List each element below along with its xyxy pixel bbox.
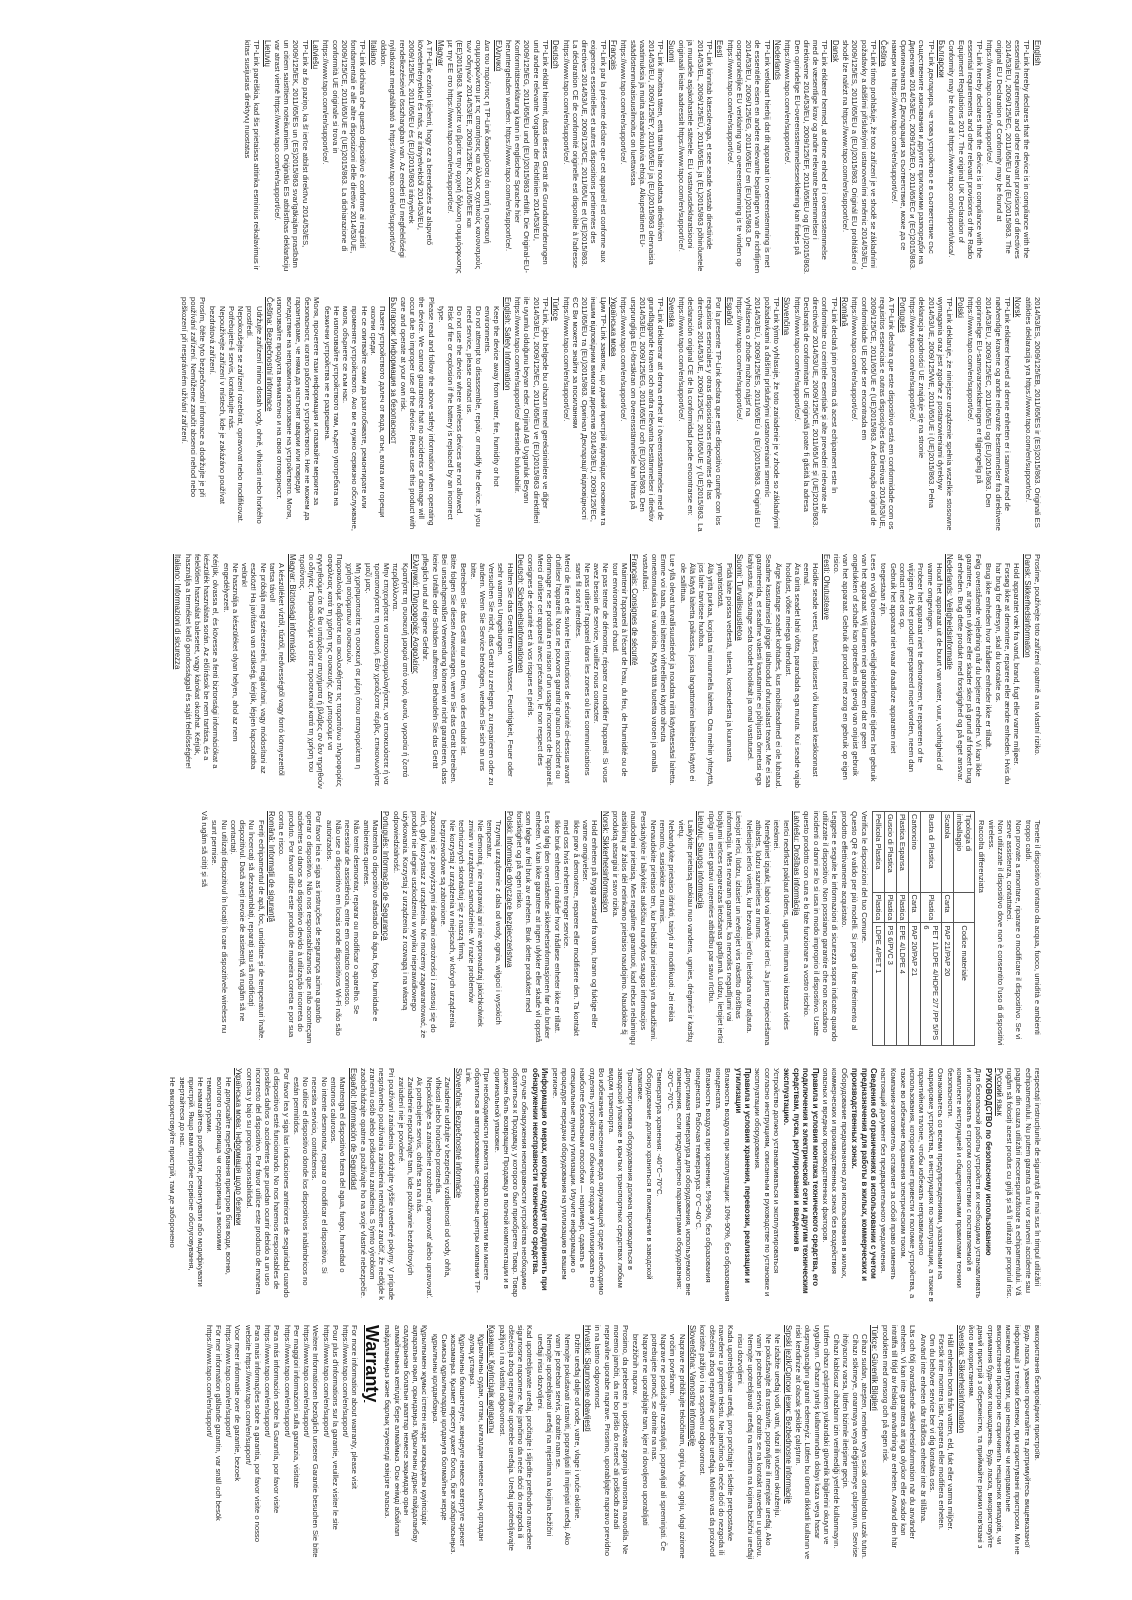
bullet-item: • Nie demontuj, nie naprawiaj ani nie wprowadzaj jakichkolwiek zmian w urządzeniu samodzielnie. W razie problemów technicznych skontaktuj się z naszą firmą. [457, 820, 485, 1046]
bullet-item: • Сымсыз құрылғыларды қолдануға болмайтын жерде құрылғыны қолданбаңыз. [431, 1334, 450, 1560]
paragraph: Følg ovenstående vejledning når du betjener enheden. Vi kan ikke garantere, at ingen ulykker eller skader sker på grund af forkert brug af enheden. Brug dette produkt med forsigtighed og på eget ansvar. [955, 554, 984, 784]
bold-heading: РУКОВОДСТВО по безопасному использованию [984, 1068, 994, 1256]
bullet-item: • Ne izlažite uređaj vodi, vatri, vlazi ili vrućem okruženju. [773, 1334, 782, 1560]
section-heading: Svenska: Säkerhetsinformation [957, 1325, 966, 1433]
paragraph: Prosím, čtěte tyto bezpečnostní informace a dodržujte je při používání zařízení. Nemůžeme zaručit absenci nehod nebo poškození při nesprávném užívání zařízení. [179, 297, 208, 498]
bullet-item: • Non utilizzate il dispositivo dove non è consentito l'uso di dispositivi wireless. [987, 820, 1006, 1046]
bullet-item: • Non provate a smontare, riparare o modificare il dispositivo. Se vi serve assistenza, contattateci. [1005, 820, 1024, 1046]
paragraph: Устройство должно устанавливаться и эксплуатироваться согласно инструкциям, описанным в руководстве по установке и эксплуатации оборудования. [753, 1068, 781, 1297]
bullet-item: • Não tente desmontar, reparar ou modificar o aparelho. Se necessitar de assistência, entre em contacto connosco. [343, 820, 362, 1046]
bullet-item: • A készüléket víztől, tűztől, nedvességtől vagy forró környezettől tartsa távol! [268, 563, 287, 789]
bullet-item: • Mantenha o dispositivo afastado da água, fogo, humidade e ambientes quentes. [361, 820, 380, 1046]
bullet-item: • Naprave ne poskušajte razstavljati, popravljati ali spreminjati. Če potrebujete pomoč, se obrnite na nas. [650, 1334, 669, 1560]
bullet-item: • Não use o dispositivo em locais onde dispositivos Wi-Fi não são autorizados. [324, 820, 343, 1046]
bullet-item: • Nie korzystaj z urządzenia w miejscach, w których urządzenia bezprzewodowe są zabronione. [439, 820, 458, 1046]
paragraph: TP-Link tímto prohlašuje, že toto zařízení je ve shodě se základními požadavky a dalšími příslušnými ustanoveními směrnic 2014/53/EU, 2009/125/ES, 2011/65/EU a (EU)2015/863. Originál EU prohlášení o shodě lze nalézt na https://www.tapo.com/en/support/ce/. [841, 40, 878, 271]
bullet-item: • Laikykite prietaisą atokiau nuo vandens, ugnies, drėgmės ir karštų vietų. [676, 820, 695, 1046]
paragraph: Por favor leia e siga as instruções de segurança acima quando operar o dispositivo. Não nos responsabilizamos que não aconteçam acidentes ou danos ao dispositivo devido à utilização incorreta do produto. Por favor utilize este produto de maneira correta e por sua conta e risco. [277, 811, 324, 1044]
bullet-item: • Құрылғыны бөлшектеуге, жөндеуге немесе өзгертуге әрекет жасамаңыз. Қызмет көрсету қажет болса, бізге хабарласыңыз. [449, 1334, 468, 1560]
bullet-list [210, 811, 266, 1046]
bullet-item: • Zariadenie nepoužívajte tam, kde používanie bezdrôtových zariadení nie je povolené. [397, 1077, 416, 1303]
bullet-item: • Do not use the device where wireless devices are not allowed. [455, 306, 464, 532]
table-row [885, 812, 897, 1046]
bullet-item: • Älä yritä purkaa, korjata tai muunnella laitetta. Ota meihin yhteyttä, jos laite tarvitsee huoltoa. [697, 563, 716, 789]
bullet-list [631, 1325, 687, 1560]
section-heading: Română [840, 297, 850, 327]
paragraph: Kad upotrebljavate uređaj, pročitajte i slijedite prethodno navedene sigurnosne napomene. Ne jamčimo da neće doći do nezgoda ili oštećenja zbog nepravilne upotrebe uređaja. Uređaj upotrebljavajte pažljivo i na vlastitu odgovornost. [497, 1325, 535, 1551]
bullet-list [736, 1325, 782, 1560]
section-heading: Suomi: Turvallisuustietoa [735, 554, 745, 641]
paragraph: TP-Link hereby declares that the device is in compliance with the essential requirements and other relevant provisions of the Radio Equipment Regulations 2017. The original UK Declaration of Conformity may be found at https://www.tapo.com/support/ukca/. [947, 40, 985, 260]
bullet-item: • Ne pas tenter de démonter, réparer ou modifier l'appareil. Si vous avez besoin de service, veuillez nous contacter. [592, 563, 611, 789]
bullet-item: • Ne pokušavajte da rastavite, popravljate ili menjate uređaj. Ako vam je potreban servis, obratite se na kontakt naveden u uputstvu. [755, 1334, 774, 1560]
bullet-list [744, 811, 790, 1046]
bullet-item: • Пазете устройството далеч от вода, огън, влага или горещи околни среди. [369, 306, 388, 532]
bullet-item: • Håll enheten borta från vatten, eld, fukt eller varma miljöer. [946, 1334, 955, 1560]
section-heading: Norsk: Sikkerhetsinformasjon [600, 811, 610, 913]
paragraph: TP-Link deklaruje, że niniejsze urządzenie spełnia wszelkie stosowne wymagania oraz jest zgodne z postanowieniami dyrektyw 2014/53/UE, 2009/125/WE, 2011/65/UE i (UE)2015/863. Pełna deklaracja zgodności UE znajduje się na stronie https://www.tapo.com/en/support/ce/. [908, 297, 955, 531]
section-heading: Русский язык [995, 1068, 1004, 1116]
paragraph: Құрылғымен жұмыс істеген кезде жоғарыдағы қауіпсіздік ақпаратын оқып, орындаңыз. Құрылғыны дұрыс пайдаланбау салдарынан болатын апаттар немесе зақымдар орын алмайтынына кепілдік бере алмаймыз. Осы өнімді абайлап пайдаланыңыз және барлық тәуекелді өзіңізге аласыз. [383, 1325, 430, 1543]
section-heading: Lietuvių [262, 40, 272, 67]
section-heading: Español [724, 297, 734, 326]
table-row [909, 812, 921, 1046]
table-cell: PET 1/LDPE 4/HDPE 2/7 /PP 5/PS 6 [921, 923, 942, 1046]
bullet-list [553, 811, 599, 1046]
bullet-item: • Nepoužívejte zařízení v místech, kde je zakázáno používat bezdrátová zařízení. [208, 306, 227, 532]
bullet-item: • Ierīci nedrīkst pakļaut ūdens, uguns, mitruma vai karstas vides ietekmei. [772, 820, 791, 1046]
bullet-list [984, 554, 1021, 789]
table-cell: PS 6/PVC 3 [885, 923, 897, 1046]
section-heading: Norsk [1013, 297, 1023, 318]
bullet-item: • Nenaudokite prietaiso ten, kur belaidžiai prietaisai yra draudžiami. [649, 820, 658, 1046]
paragraph: Παρακαλούμε διαβάστε και ακολουθήστε τις παραπάνω πληροφορίες ασφάλειας κατά τη χρήση της συσκευής. Δεν μπορούμε να εγγυηθούμε ότι δε θα υπάρξουν ατυχήματα ή βλάβες αν δεν τηρηθούν οι οδηγίες. Παρακαλούμε να είστε προσεκτικοί κατά τη χρήση του προϊόντος. [298, 554, 344, 789]
bullet-item: • Nebandykite prietaiso išrinkti, taisyti ar modifikuoti. Jei reikia remonto, susisiekite su mumis. [658, 820, 677, 1046]
bullet-item: • Hold apparatet væk fra vand, brand, fugt eller varme miljøer. [1012, 563, 1021, 789]
bullet-item: • Forsøg ikke at demontere, reparere eller ændre enheden. Hvis du har brug for eftersyn, skal du kontakte os. [994, 563, 1013, 789]
bullet-item: • Cihazı sudan, ateşten, nemden veya sıcak ortamlardan uzak tutun. [860, 1334, 869, 1560]
table-cell: Busta di Plastica [921, 812, 942, 893]
bullet-item: • Do not attempt to disassemble, repair, or modify the device. If you need service, please contact us. [465, 306, 484, 532]
paragraph: Questo QR è valido per più modelli. Si prega di fare riferimento al prodotto effettivamente acquistato. [840, 811, 859, 1031]
paragraph: Lue yllä olevat turvallisuustiedot ja noudata niitä käyttäessäsi laitetta. Emme voi taata, ettei laitteen virheellinen käyttö aiheuta onnettomuuksia tai vaurioita. Käytä tätä tuotetta varoen ja omalla vastuullasi. [640, 554, 678, 786]
bullet-list [431, 1325, 487, 1560]
bullet-list [832, 1325, 869, 1560]
bullet-item: • Nemojte upotrebljavati uređaj na mjestima na kojima bežični uređaji nisu dozvoljeni. [536, 1334, 555, 1560]
section-heading: Slovenčina: Bezpečnostné informácie [453, 1068, 463, 1199]
paragraph: Läs och följ ovanstående säkerhetsinformation när du använder enheten. Vi kan inte garantera att inga olyckor eller skador kan inträffa till följd av felaktig användning av enheten. Använd den här produkten med omsorg och på egen risk. [880, 1325, 918, 1549]
bullet-item: • Pidä laite poissa vedestä, tulesta, kosteudesta ja kuumasta ympäristöstä. [716, 563, 735, 789]
paragraph: Lütfen cihazı çalıştırırken yukarıdaki güvenlik bilgilerini okuyun ve uygulayın. Cihazın yanlış kullanımından dolayı kaza veya hasar oluşmayacağını garanti edemeyiz. Lütfen bu ürünü dikkatli kullanın ve riski kendinize ait olacak şekilde çalıştırın. [794, 1325, 831, 1560]
table-cell: Plastica [897, 892, 909, 923]
bullet-list [459, 554, 515, 789]
table-header-cell [954, 892, 975, 923]
paragraph: TP-Link pareiškia, kad šis prietaisas atitinka esminius reikalavimus ir kitas susijusias direktyvų nuostatas [243, 40, 262, 271]
section-heading: Polski [955, 297, 965, 318]
section-heading: Hrvatski: Sigurnosne obavijesti [583, 1325, 593, 1432]
bullet-item: • Nemojte pokušavati rastaviti, popravljati ili mijenjati uređaj. Ako vam je potreban servis, obratite nam se. [554, 1334, 573, 1560]
bullet-list [345, 554, 410, 789]
bullet-list [324, 811, 380, 1046]
bullet-item: • Naprave ne uporabljajte tam, kjer ni dovoljeno uporabljati brezžičnih naprav. [631, 1334, 650, 1560]
paragraph: Lietojot ierīci, lūdzu, izlasiet un ievērojiet virs rakstīto drošības informāciju. Mēs nevaram garantēt, ka nenotiks negadījumi vai bojājumi ierīces nepareizas lietošanas gadījumā. Lūdzu, lietojiet ierīci rūpīgi un esiet gatavi uzņemties atbildību par savu rīcību. [706, 811, 744, 1044]
section-heading: Français [609, 40, 619, 70]
text-column-1 [50, 40, 1042, 275]
bullet-item: • Μη χρησιμοποιείτε τη συσκευή σε μέρη όπου απαγορεύεται η χρήση ασύρματων συσκευών. [345, 563, 364, 789]
table-cell: Plastica Espansa [897, 812, 909, 893]
paragraph: Моля, прочетете тази информация и спазвайте мерките за безопасност, когато работите с устройството. Ние не можем да гарантираме, че няма да настъпят аварии или повреди вследствие на неправилно използване на устройството. Моля, използвайте продукта внимателно и на своя отговорност. [275, 297, 322, 521]
section-heading: Slovenščina: Varnostne informacije [688, 1325, 698, 1447]
paragraph: Транспортировка оборудования должна производиться в заводской упаковке в крытых транспортных средствах любым видом транспорта. [607, 1068, 635, 1288]
table-cell: Plastica [872, 892, 884, 923]
table-cell: Pellicola Plastica [872, 812, 884, 893]
section-heading: Svenska [667, 297, 676, 327]
bullet-item: • Älä käytä laitetta paikassa, jossa langattomien laitteiden käyttö ei ole sallittua. [679, 563, 698, 789]
bullet-item: • Құрылғыны судан, оттан, ылғалдан немесе ыстық ортадан аулақ ұстаңыз. [468, 1334, 487, 1560]
bullet-item: • Maintenir l'appareil à l'écart de l'eau, du feu, de l'humidité ou de tout environnement chaud. [611, 563, 630, 789]
paragraph: Para mais informações sobre a garantia, por favor visite o nosso website https://www.tapo.com/en/support/ [243, 1325, 262, 1542]
table-cell: PAP 20/PAP 21 [909, 923, 921, 1046]
section-heading: Ελληνικά: Πληροφορίες Ασφαλείας [411, 554, 421, 674]
paragraph: TP-Link deklarerar att denna enhet är i överensstämmelse med de grundläggande kraven och andra relevanta bestämmelser i direktiv 2014/53/EU, 2009/125/EG, 2011/65/EU och (EU)2015/863. Den ursprungliga EU-försäkran om överensstämmelse kan hittas på https://www.tapo.com/en/support/ce/. [619, 297, 666, 522]
bold-heading: Правила и условия монтажа технического средства, его подключения к электрической сети и другим техническим средствам, пуска, регулирования и введения в эксплуатацию. [782, 1068, 820, 1294]
bold-heading: Сведения об ограничениях в использовании с учетом предназначения для работы в жилых, коммерческих и производственных зонах. [850, 1068, 879, 1281]
bullet-list [879, 554, 944, 789]
bullet-item: • Ikke bruk enheten i områder hvor trådløse enheter ikke er tillatt. [553, 820, 562, 1046]
paragraph: Влажность воздуха при эксплуатации: 10%-90%, без образования конденсата. [714, 1068, 733, 1302]
bullet-list [397, 1068, 453, 1303]
section-heading: Dansk [831, 40, 840, 63]
paragraph: Per maggiori informazioni sulla garanzia, visitate https://www.tapo.com/en/support/ [282, 1325, 301, 1488]
bullet-item: • Не використовуйте пристрій, там де заборонено [168, 1077, 177, 1303]
paragraph: 2014/53/ES, 2009/125/EB, 2011/65/ES ir (ES)2015/863. Originali ES atitikties deklaracija yra https://www.tapo.com/en/support/ce/. [1023, 297, 1042, 528]
paragraph: При необходимости ремонта товара по гарантии вы можете обратиться в авторизованные сервисные центры компании TP-Link. [464, 1068, 492, 1293]
section-heading: Español: Información de Seguridad [348, 1068, 358, 1190]
paragraph: A TP-Link ezúton kijelenti, hogy ez a berendezés az alapvető követelményekkel és más, az irányelvekből 2014/53/EU, 2009/125/EK, 2011/65/EU és (EU)2015/863 irányelvek rendelkezéseivel összhangban van. Az eredeti EU megfelelőségi nyilatkozat megtalálható a https://www.tapo.com/en/support/ce/ oldalon. [379, 40, 435, 258]
paragraph: Оборудование должно храниться в помещении в заводской упаковке. [636, 1068, 655, 1280]
paragraph: TP-Link erklärt hiermit, dass dieses Gerät die Grundanforderungen und andere relevante Vorgaben der Richtlinien 2014/53/EU, 2009/125/EG, 2011/65/EU und (EU)2015/863 erfüllt. Die Original-EU-Konformitätserklärung kann in englischer Sprache hier heruntergeladen werden: https://www.tapo.com/en/support/ce/. [504, 40, 550, 273]
section-heading: Қазақша: Қауіпсіздік ақпараты [487, 1325, 497, 1434]
section-heading: Türkçe [551, 297, 561, 321]
bullet-item: • Не допускайте перебування пристрою біля води, вогню, вологого середовища чи середовища з високими температурами. [205, 1077, 233, 1303]
paragraph: TP-Link, işbu belgede bu cihazın temel gereksinimlere ve diğer 2014/53/EU, 2009/125/EC, 2011/65/EU ve (EU)2015/863 direktifleri ile uyumlu olduğunu beyan eder. Orijinal AB Uygunluk Beyanı https://www.tapo.com/en/support/ce/ adresinde bulunabilir. [513, 297, 550, 524]
section-heading: Slovenčina [782, 297, 792, 336]
table-header-cell: Codice materiale [954, 923, 975, 1046]
bullet-list [679, 554, 735, 789]
section-heading: Italiano: Informazioni di sicurezza [173, 554, 183, 670]
bullet-item: • Ne pas utiliser l'appareil dans les zones où les communications sans fil sont interdites. [574, 563, 593, 789]
section-heading: Dansk: Sikkerhedsinformation [1022, 554, 1032, 658]
bullet-item: • Försök inte montera isär, reparera eller modifiera enheten. [937, 1334, 946, 1560]
paragraph: TP-Link erklærer herved at denne enheten er i samsvar med de nødvendige kravene og andre relevante bestemmelser fra direktivene 2014/53/EU, 2009/125/EC, 2011/65/EU og (EU)2015/863. Den opprinnelige EU-samsvarserklæringen er tilgjengelig på https://www.tapo.com/en/support/ce/. [966, 297, 1012, 531]
paragraph: Kérjük, olvassa el, és kövesse a fenti biztonsági információkat a készülék használata során. Az előírások be nem tartása, és a felelőtlen használat balesetet, vagy károkat okozhat. Kérjük, használja a terméket kellő gondossággal és saját felelősségére! [183, 554, 221, 769]
bullet-item: • No utilice el dispositivo donde los dispositivos inalámbricos no están permitidos. [292, 1077, 311, 1303]
bullet-list [168, 1068, 233, 1303]
paragraph: Leggete e seguite le informazioni di sicurezza sopra indicate quando utilizzate il dispositivo. Non possiamo garantire che non accadano incidenti o danni se lo si usa in modo improprio il dispositivo. Usate questo prodotto con cura e lo fate funzionare a vostro rischio. [802, 811, 840, 1042]
section-heading: Türkçe: Güvenlik Bilgileri [870, 1325, 880, 1411]
section-heading: Eesti: Ohutusteave [822, 554, 831, 620]
paragraph: TP-Link ar šo paziņo, ka šī ierīce atbilst direktīvu 2014/53/ES, 2009/125/EK, 2011/65/ES un (ES)2015/863 svarīgākajām prasībām un citiem saistītiem noteikumiem. Oriģinālo ES atbilstības deklarāciju var atrast vietnē https://www.tapo.com/en/support/ce/. [273, 40, 310, 272]
paragraph: Zapoznaj się z powyższymi środkami ostrożności i zastosuj się do nich, gdy korzystasz z urządzenia. Nie możemy zagwarantować, że produkt nie ulegnie uszkodzeniu w wyniku nieprawidłowego użytkowania. Korzystaj z urządzenia z rozwagą i na własną odpowiedzialność. [391, 811, 438, 1039]
paragraph: В случае обнаружения неисправности устройства необходимо обратиться к Продавцу, у которого был приобретен Товар. Товар должен быть возвращен Продавцу в полной комплектации и в оригинальной упаковке. [492, 1068, 530, 1298]
table-cell: Guscio di Plastica [885, 812, 897, 893]
packaging-table [872, 811, 975, 1046]
table-cell: Scatola [942, 812, 954, 893]
paragraph: TP-Link par la présente déclare que cet appareil est conforme aux exigences essentielles et autres dispositions pertinentes des directives 2014/53/UE, 2009/125/CE, 2011/65/UE et (UE)2015/863. La déclaration CE de conformité originelle est disponible à l'adresse https://www.tapo.com/en/support/ce/. [561, 40, 608, 269]
table-row [942, 812, 954, 1046]
paragraph: Для безопасной работы устройств их необходимо устанавливать и использовать в строгом соответствии с поставляемой в комплекте инструкцией и общепринятыми правилами техники безопасности. [946, 1068, 983, 1299]
bullet-item: • Tenete il dispositivo lontano da acqua, fuoco, umidità e ambienti troppo caldi. [1024, 820, 1043, 1046]
warranty-heading: Warranty [362, 1325, 383, 1403]
section-heading: Magyar: Biztonsági információk [287, 554, 297, 663]
bullet-list [536, 1325, 582, 1560]
bullet-item: • Brug ikke enheden hvor trådløse enheder ikke er tilladt. [984, 563, 993, 789]
paragraph: Δια του παρόντος η TP-Link διακηρύσσει ότι αυτή η συσκευή συμμορφώνεται με τις απαιτήσεις και άλλους σχετικούς κανονισμούς των οδηγιών 2014/53/ΕΕ, 2009/125/ΕΚ, 2011/65/ΕΕ και (ΕΕ)2015/863. Μπορείτε να βρείτε την αρχική δήλωση συμμόρφωσης με την ΕΕ στο https://www.tapo.com/en/support/ce/. [446, 40, 493, 274]
bullet-item: • Nu încercați să dezasamblați, reparați sau să modificați dispozitivul. Dacă aveți nevoie de asistență, vă rugăm să ne contactați. [229, 820, 257, 1046]
section-heading: Nederlands [773, 40, 783, 80]
bullet-item: • Не използвайте устройството там, където употребата на безжични устройства не е разрешена. [323, 306, 342, 532]
bullet-item: • Κρατήστε τη συσκευή μακριά από νερό, φωτιά, υγρασία ή ζεστά περιβάλλοντα. [391, 563, 410, 789]
bullet-item: • Hoidke seade veest, tulest, niiskusest või kuumast keskkonnast eemal. [802, 563, 821, 789]
paragraph: Ознакомьтесь со всеми предупреждениями, указанными на маркировке устройства, в инструкциях по эксплуатации, а также в гарантийном талоне, чтобы избежать неправильного использования, которое может привести к поломке устройства, а также во избежание поражения электрическим током. [899, 1068, 945, 1302]
paragraph: Verifica le disposizioni del tuo Comune. [859, 811, 869, 944]
section-heading: Français: Consignes de sécurité [630, 554, 640, 666]
section-heading: Українська мова [609, 297, 619, 357]
bullet-list [649, 811, 695, 1046]
paragraph: Lees en volg bovenstaande veiligheidsinformatie tijdens het gebruik van het apparaat. Wij kunnen niet garanderen dat er geen ongelukken of schade kan optreden als gevolg van onjuist gebruik van het apparaat. Gebruik dit product met zorg en gebruik op eigen risico. [832, 554, 879, 782]
paragraph: Температура хранения: -40°C~70°C. [655, 1068, 665, 1197]
section-heading: Lietuvių: Saugos informacija [696, 811, 706, 909]
bullet-list [919, 1325, 956, 1560]
paragraph: TP-Link verklaart hierbij dat dit apparaat in overeenstemming is met de essentiële eisen en andere relevante bepalingen van de richtlijnen 2014/53/EU, 2009/125/EG, 2011/65/EU en (EU)2015/863. De oorspronkelijke EU verklaring van overeenstemming is te vinden op https://www.tapo.com/en/support/ce/. [725, 40, 772, 274]
paragraph: Vă rugăm să citiți și să [200, 811, 210, 887]
paragraph: TP-Link týmto vyhlasuje, že toto zariadenie je v zhode so základnými požiadavkami a ďalšími príslušnými ustanoveniami smerníc 2014/53/EÚ, 2009/125/ES, 2011/65/EÚ a (EÚ)2015/863. Originál EU vyhlásenia o zhode možno nájsť na https://www.tapo.com/en/support/ce/. [735, 297, 781, 529]
text-column-2 [50, 297, 1042, 532]
section-heading: Magyar [436, 40, 445, 66]
bullet-item: • Feriți echipamentul de apă, foc, umiditate și de temperaturi înalte. [256, 820, 265, 1046]
section-heading: English: Safety Information [503, 297, 512, 391]
paragraph: TP-Link erklærer hermed, at denne enhed er i overensstemmelse med de væsentlige krav og andre relevante bestemmelser i direktiverne 2014/53/EU, 2009/125/EF, 2011/65/EU og (EU)2015/863. Den oprindelige EU-overensstemmelseserklæring kan findes på https://www.tapo.com/en/support/ce/. [783, 40, 830, 275]
bullet-item: • Houd het apparaat uit de buurt van water, vuur, vochtigheid of warme omgevingen. [926, 563, 945, 789]
table-cell: Cartoncino [909, 812, 921, 893]
text-column-5 [50, 1068, 1042, 1303]
section-heading: Português: Informação de Segurança [381, 811, 391, 941]
section-heading: Srpski jezik/Српски језик: Bezbednosne informacije [784, 1325, 793, 1504]
bullet-item: • Udržujte zařízení mimo dosah vody, ohně, vlhkosti nebo horkého prostředí. [245, 306, 264, 532]
bullet-item: • Raccolta differenziata [977, 820, 986, 1046]
bullet-item: • Probeer het apparaat niet te demonteren, te repareren of te wijzigen. Als het product gerepareerd moet worden, neem dan contact met ons op. [898, 563, 926, 789]
section-heading: Polski: Informacje dotyczące bezpieczeństwa [504, 811, 514, 968]
bullet-list [439, 811, 504, 1046]
paragraph: Kada upotrebljavate uređaj, prvo pročitajte i sledite pretpostavke navedene u gornjem tekstu. Ne jamčimo da neće doći do nezgoda ili oštećenja zbog nepravilne upotrebe uređaja. Molimo vas da proizvod koristite pažljivo i na sopstvenu odgovornost. [698, 1325, 736, 1557]
paragraph: Pour plus d'informations sur la garantie, veuillez visiter le site https://www.tapo.com/en/support/ [321, 1325, 340, 1530]
paragraph: Por favor lea y siga las indicaciones anteriores de seguridad cuando el dispositivo esté funcionando. No nos haremos responsables de posibles daños o accidentes que puedan ocurrir debido a un uso incorrecto del dispositivo. Por favor utilice este producto de manera correcta y bajo su propia responsabilidad. [244, 1068, 291, 1298]
paragraph: Влажность воздуха при хранении: 5%-90%, без образования конденсата. Рабочая температура: 0°C~40°C. [694, 1068, 713, 1283]
paragraph: respectați instrucțiunile de siguranță de mai sus în timpul utilizării echipamentului. Nu putem garanta că nu vor surveni accidente sau pagube din cauza utilizării necorespunzătoare a echipamentului. Vă rugăm să folosiți acest produs cu grijă și să îl utilizați pe propriul risc. [1005, 1068, 1042, 1299]
bullet-list [323, 297, 388, 532]
table-row [897, 812, 909, 1046]
bullet-item: • Cihazı sökmeye, onarmaya veya değiştirmeye çalışmayın. Servise ihtiyacınız varsa, lütfen bizimle iletişime geçin. [841, 1334, 860, 1560]
paragraph: Perskaitykite ir laikykitės aukščiau nurodytos saugos informacijos naudodami prietaisą. Mes negalime garantuoti, kad nebus nelaimingų atsitikimų ar žalos dėl netinkamo prietaiso naudojimo. Naudokite šį produktą atsargiai ir savo rizika. [610, 811, 648, 1045]
section-heading: Čeština: Bezpečnostní informace [265, 297, 275, 412]
paragraph: Bitte folgen Sie diesen Anweisungen, wenn Sie das Gerät betreiben. Bei unsachgemäßer Verwendung können wir nicht garantieren, dass keine Unfälle oder Schäden auftreten. Behandeln Sie das Gerät pfleglich und auf eigene Gefahr. [421, 554, 459, 785]
bullet-item: • Nu utilizați dispozitivul în locații în care dispozitivele wireless nu sunt permise. [210, 820, 229, 1046]
bullet-list [774, 554, 820, 789]
section-heading: Română: Informații de siguranță [267, 811, 277, 922]
paragraph: Компания-изготовитель оставляет за собой право изменять настоящий документ без предварительного уведомления. [879, 1068, 898, 1280]
paragraph: Будь ласка, уважно прочитайте та дотримуйтесь вищевказаної інформації з техніки безпеки, при користуванні пристроєм. Ми не можемо гарантувати, що неналежне чи неправильне використання пристрою не спричинить нещасних випадків, чи отримання будь-яких пошкоджень. Будь ласка, використовуйте даний пристрій з обережністю, та приймайте ризики пов'язані з його використанням. [967, 1325, 1032, 1555]
table-cell: Plastica [885, 892, 897, 923]
bullet-item: • Nelietojiet ierīci vietās, kur bezvadu ierīču lietošana nav atļauta. [744, 820, 753, 1046]
bullet-item: • Držite uređaj dalje od vode, vatre, vlage i vruće okoline. [573, 1334, 582, 1560]
bullet-item: • Keep the device away from water, fire, humidity or hot environments. [483, 306, 502, 532]
bullet-item: • Ikke prøv å demontere, reparere eller modifisere den. Ta kontakt med oss hvis enheten trenger service. [562, 820, 581, 1046]
table-row [921, 812, 942, 1046]
paragraph: For more information about warranty, please visit https://www.tapo.com/en/support/ [341, 1325, 360, 1490]
section-heading: Deutsch: Sicherheitsinformationen [516, 554, 526, 673]
bullet-list [222, 554, 287, 789]
table-cell: Carta [909, 892, 921, 923]
paragraph: Seadme kasutamisel järgige ülaltoodud ohutusalast teavet. Me ei saa garanteerida, et seadme valesti kasutamine ei põhjusta õnnetusi ega kahjustusi. Kasutage seda toodet hoolikalt ja omal vastutusel. [745, 554, 774, 788]
bullet-item: • Om du behöver service ber vi dig kontakta oss. [928, 1334, 937, 1560]
bullet-item: • Hold enheten på trygg avstand fra vann, brann og fuktige eller varme omgivelser. [581, 820, 600, 1046]
bullet-item: • Nemojte upotrebljavati uređaj na mestima na kojima bežični uređaji nisu dozvoljeni. [736, 1334, 755, 1560]
bullet-item: • Zariadenie udržujte v bezpečnej vzdialenosti od vody, ohňa, vlhkosti alebo horúceho prostredia. [434, 1077, 453, 1303]
paragraph: Во избежание нанесения вреда окружающей среде необходимо отделять устройство от обычных отходов и утилизировать его наиболее безопасным способом — например, сдавать в специальные пункты утилизации. Изучите информацию о процедуре передачи оборудования на утилизацию в вашем регионе. [550, 1068, 606, 1295]
bullet-item: • Ärge kasutage seadet kohtades, kus mobiilseadmed ei ole lubatud. [774, 563, 783, 789]
bullet-item: • Halten Sie das Gerät fern von Wasser, Feuchtigkeit, Feuer oder sehr warmen Umgebungen. [496, 563, 515, 789]
bullet-item: • Nepokoušejte se zařízení rozebírat, opravovat nebo modifikovat. Potřebujete-li servis, kontaktujte nás. [227, 306, 246, 532]
section-heading: Čeština [879, 40, 889, 67]
bullet-item: • Не намагайтесь розбирати, ремонтувати або модифікувати пристрій. Якщо вам потрібне сервісне обслуговування, звертайтеся до нас. [178, 1077, 206, 1303]
section-heading: Suomi [667, 40, 676, 63]
paragraph: Please read and follow the above safety information when operating the device. We cannot guarantee that no accidents or damage will occur due to improper use of the device. Please use this product with care and operate at your own risk. [399, 297, 436, 530]
bullet-item: • Ne próbálja meg szétszerelni, megjavítani, vagy módosítani az eszközt! Ha javításra van szükség, kérjük, lépjen kapcsolatba velünk! [240, 563, 268, 789]
table-row [872, 812, 884, 1046]
table-header-row [954, 812, 975, 1046]
bullet-list [977, 811, 1042, 1046]
paragraph: Цим TP-Link заявляє, що даний пристрій відповідає основним та іншим відповідним вимогам директив 2014/53/EU, 2009/125/EC, 2011/65/EU та (EU)2015/863. Оригінал Декларації відповідності ЄС Ви можете знайти за посиланням https://www.tapo.com/en/support/ce/. [561, 297, 608, 526]
bullet-list [437, 297, 502, 532]
paragraph: використання безпровідних пристроїв. [1033, 1325, 1042, 1461]
bullet-list [208, 297, 264, 532]
text-column-6 [50, 1325, 1042, 1560]
section-heading: English [1033, 40, 1042, 66]
text-column-3 [50, 554, 1042, 789]
section-heading: Nederlands: Veiligheidsinformatie [945, 554, 955, 670]
section-heading: Latviešu: Drošības informācija [792, 811, 802, 916]
bullet-item: • Betreiben Sie das Gerät nur an Orten, wo dies erlaubt ist. [459, 563, 468, 789]
paragraph: Оборудование предназначено для использования в жилых, коммерческих и производственных зонах без воздействия опасных и вредных производственных факторов. [821, 1068, 849, 1279]
section-heading: Български [937, 40, 947, 78]
paragraph: TP-Link декларира, че това устройство е в съответствие със съществените изисквания и другите приложими разпоредби на Директиви 2014/53/EC, 2009/125/ЕО, 2011/65/EC и (EC)2015/863. Оригиналната ЕС Декларация за съответствие, може да се намери на https://www.tapo.com/en/support/ce/. [889, 40, 936, 271]
bullet-item: • Gebruik het apparaat niet waar draadloze apparaten niet toegestaan zijn. [879, 563, 898, 789]
bullet-item: • Använd inte enheten där trådlösa enheter inte är tillåtna. [919, 1334, 928, 1560]
table-cell: Carta [942, 892, 954, 923]
bullet-item: • Μην επιχειρήσετε να αποσυναρμολογήσετε, να επισκευάσετε ή να τροποποιήσετε τη συσκευή. Εάν χρειάζεστε σέρβις, επικοινωνήστε μαζί μας. [364, 563, 392, 789]
paragraph: Prosimo, da preberete in upoštevate zgornja varnostna navodila. Ne moremo jamčiti, da ne bo prišlo do nesreč ali poškodb zaradi nepravilne uporabe naprave. Prosimo, uporabljajte napravo previdno in na lastno odgovornost. [593, 1325, 631, 1556]
paragraph: Допустимая температура для оборудования, используемого вне помещения, если предусмотрено параметрами оборудования: -30°C~70°C. [665, 1068, 694, 1296]
paragraph: A TP-Link declara que este dispositivo está em conformidade com os requisitos essenciais e outras disposições das Diretivas 2014/53/UE, 2009/125/CE, 2011/65/UE e (UE)2015/863. A declaração original de conformidade UE pode ser encontrada em https://www.tapo.com/en/support/ce/. [850, 297, 897, 530]
bullet-item: • Nepokúšajte sa zariadenie rozoberať, opravovať alebo upravovať. Ak potrebujete servis, obráťte sa na nás. [415, 1077, 434, 1303]
paragraph: Por la presente TP-Link declara que este dispositivo cumple con los requisitos esenciales y otras disposiciones relevantes de las directivas 2014/53/UE, 2009/125/CE, 2011/65/UE y (UE)2015/863. La declaración original CE de la conformidad puede encontrarse en: https://www.tapo.com/en/support/ce/. [677, 297, 724, 532]
bullet-item: • Trzymaj urządzenie z dala od wody, ognia, wilgoci i wysokich temperatur. [485, 820, 504, 1046]
table-header-cell: Tipologia di imballaggio [954, 812, 975, 893]
section-heading: Latviešu [311, 40, 321, 70]
paragraph: Merci de lire et de suivre les instructions de sécurité ci-dessus avant d'utiliser l'appareil. Nous ne pouvons garantir qu'aucun accident ou dommage ne se produira en raison d'un usage incorrect de l'appareil. Merci d'utiliser cet appareil avec précaution, le non respect des consignes de sécurité est à vos risques et périls. [526, 554, 573, 787]
bullet-item: • Ne használja a készüléket olyan helyen, ahol az nem engedélyezett. [222, 563, 241, 789]
table-cell: LDPE 4/PET 1 [872, 923, 884, 1046]
bold-heading: Правила и условия хранения, перевозки, реализации и утилизации [733, 1068, 753, 1283]
bullet-item: • Cihazı kablosuz cihazların izin verilmediği yerlerde kullanmayın. [832, 1334, 841, 1560]
bullet-item: • Naprave ne približujte tekočinam, ognju, vlagi, ognju, vlagi ozirome vročim površinam. [668, 1334, 687, 1560]
paragraph: Para más información sobre la Garantía, por favor visite https://www.tapo.com/en/support/ [263, 1325, 282, 1514]
paragraph: TP-Link declară prin prezenta că acest echipament este în conformitate cu cerințele esențiale și alte prevederi relevante ale directivelor 2014/53/UE, 2009/125/CE, 2011/65/UE și (UE)2015/863. Declarația de conformitate UE originală poate fi găsită la adresa https://www.tapo.com/en/support/ce/. [792, 297, 839, 528]
bullet-item: • No intente desmontar, reparar o modificar el dispositivo. Si necesita servicio, contáctenos. [310, 1077, 329, 1303]
section-heading: Български: Информация за безопасност [388, 297, 398, 444]
table-cell: Plastica [921, 892, 942, 923]
section-heading: Ελληνικά [493, 40, 503, 72]
paragraph: Pri používaní zariadenia dodržujte vyššie uvedené pokyny. V prípade nesprávneho používania zariadenia nemôžeme zaručiť, že nedôjde k zraneniu osôb alebo poškodeniu zariadenia. S týmto výrobkom zaobchádzajte opatrne a používajte ho na svoje vlastné nebezpečie. [359, 1068, 396, 1301]
section-heading: Português [898, 297, 907, 333]
text-column-4 [50, 811, 1042, 1046]
bullet-item: • Не се опитвайте сами да разглобявате, ремонтирате или променяте устройството. Ако ви е нужно сервизно обслужване, моля, обърнете се към нас. [341, 306, 369, 532]
paragraph: Voor meer informatie over de garantie, bezoek https://www.tapo.com/en/support/ [224, 1325, 243, 1482]
section-heading: Eesti [715, 40, 725, 58]
bold-heading: Информация о мерах, которые следует предпринять при обнаружении неисправности технического средства. [531, 1068, 550, 1291]
bullet-item: • Mantenga el dispositivo fuera del agua, fuego, humedad o entornos calurosos. [329, 1077, 348, 1303]
paragraph: TP-Link hereby declares that the device is in compliance with the essential requirements and other relevant provisions of directives 2014/53/EU, 2009/125/EC, 2011/65/EU and (EU)2015/863. The original EU Declaration of Conformity may be found at https://www.tapo.com/en/support/ce/. [985, 40, 1032, 259]
paragraph: Les og følg den ovenstående sikkerhetsinformasjonen før du bruker enheten. Vi kan ikke garantere at ingen ulykker eller skade vil oppstå som følge av feil bruk av enheten. Bruk dette produktet med forsiktighet og på egen risiko. [515, 811, 552, 1043]
paragraph: Weitere Informationen bezüglich unserer Garantie besuchen Sie bitte https://www.tapo.com/en/support/ [302, 1325, 321, 1558]
bullet-item: • Nemēģiniet izjaukt, labot vai pārveidot ierīci. Ja jums nepieciešama atbalsts, lūdzu sazinieties ar mums. [754, 820, 773, 1046]
bullet-item: • Ära üritä seadet lahti võtta, parandada ega muuta. Kui seade vajab hooldust, võtke meiega ühendust. [784, 563, 803, 789]
table-cell: EPE 4/LDPE 4 [897, 923, 909, 1046]
bullet-item: • Versuchen Sie nicht, das Gerät zu zerlegen, zu reparieren oder zu ändern. Wenn Sie Service benötigen, wenden Sie sich an uns bitte. [469, 563, 497, 789]
section-heading: Українська мова: Інформація щодо безпеки [234, 1068, 244, 1226]
section-heading: Deutsch [551, 40, 561, 69]
paragraph: TP-Link kinnitab käesolevaga, et see seade vastab direktiivide 2014/53/EL, 2009/125/EÜ, 2011/65/EL ja (EL)2015/863 põhinõuetele ja muudele asjakohastele sätetele. ELi vastavusdeklaratsiooni originaali leiate aadressilt https://www.tapo.com/en/support/ce/. [677, 40, 714, 272]
table-cell: PAP 21/PAP 20 [942, 923, 954, 1046]
bullet-item: • Risk of fire or explosion if the battery is replaced by an incorrect type. [437, 306, 456, 532]
paragraph: Prosíme, používejte toto zařízení opatrně a na vlastní riziko. [1033, 554, 1042, 756]
paragraph: TP-Link ilmoittaa täten, että tämä laite noudattaa direktiivien 2014/53/EU, 2009/125/EY, 2011/65/EU ja (EU)2015/863 olennaisia vaatimuksia ja muita asiaankuuluvia ehtoja. Alkuperäinen EU-säädöstenmukaisuusilmoitus on luettavissa https://www.tapo.com/en/support/ce/. [619, 40, 666, 265]
bullet-list [292, 1068, 348, 1303]
section-heading: Italiano [369, 40, 378, 66]
paragraph: TP-Link dichiara che questo dispositivo è conforme ai requisiti fondamentali e alle altre disposizioni delle direttive 2014/53/UE, 2009/125/CE, 2011/65/UE e (UE)2015/863. La dichiarazione di conformità UE originale si trova in https://www.tapo.com/en/support/ce/. [321, 40, 368, 254]
bullet-list [574, 554, 630, 789]
paragraph: För mer information gällande garantin, var snäll och besök https://www.tapo.com/en/support/ [204, 1325, 223, 1521]
